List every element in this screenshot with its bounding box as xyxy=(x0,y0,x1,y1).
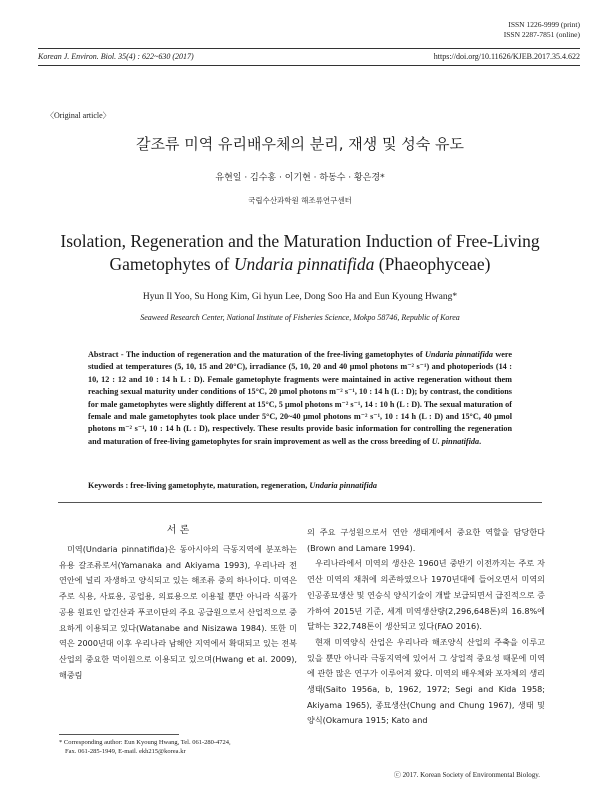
keywords: Keywords : free-living gametophyte, maturation, regeneration, Undaria pinnatifida xyxy=(88,481,377,490)
section-heading-intro: 서 론 xyxy=(166,525,190,536)
running-header xyxy=(38,48,580,66)
article-type: 〈Original article〉 xyxy=(46,111,111,120)
english-title: Isolation, Regeneration and the Maturation Induction of Free-Living Gametophytes of Undaria pinnatifida (Phaeophyceae) xyxy=(60,231,540,274)
divider xyxy=(58,502,542,503)
english-affiliation: Seaweed Research Center, National Institute of Fisheries Science, Mokpo 58746, Republic of Korea xyxy=(140,313,460,322)
issn-print: ISSN 1226-9999 (print) xyxy=(508,20,580,29)
korean-title: 갈조류 미역 유리배우체의 분리, 재생 및 성숙 유도 xyxy=(136,135,464,153)
issn-online: ISSN 2287-7851 (online) xyxy=(503,30,580,39)
abstract: Abstract - The induction of regeneration and the maturation of the free-living gametophytes of Undaria pinnatifida were studied at temperatures (5, 10, 15 and 20°C), irradiance (5, 10, 20 and 40 μmol photons m⁻² s⁻¹) and photoperiods (14 : 10, 12 : 12 and 10 : 14 h L : D). Female gametophyte fragments were maintained in active regeneration without them reaching sexual maturity under conditions of 15°C, 20 μmol photons m⁻² s⁻¹, 10 : 14 h (L : D); by contrast, the conditions for male gametophytes were slightly different at 15°C, 5 μmol photons m⁻² s⁻¹, 14 : 10 h (L : D). The sexual maturation of female and male gametophytes took place under 5°C, 20~40 μmol photons m⁻² s⁻¹, 10 : 14 h (L : D) and 15°C, 40 μmol photons m⁻² s⁻¹, 10 : 14 h (L : D), respectively. These results provide basic information for controlling the regeneration and maturation of free-living gametophytes for srain improvement as well as the cross breeding of U. pinnatifida. xyxy=(88,350,512,446)
footnote-rule xyxy=(59,734,179,735)
issn-block xyxy=(504,20,580,40)
doi-link[interactable]: https://doi.org/10.11626/KJEB.2017.35.4.622 xyxy=(433,52,580,61)
intro-column-right: 의 주요 구성원으로서 연안 생태계에서 중요한 역할을 담당한다(Brown and Lamare 1994). 우리나라에서 미역의 생산은 1960년 중반기 이전까지는 주로 자연산 미역의 채취에 의존하였으나 1970년대에 들어오면서 미역의 인공종묘생산 및 연승식 양식기술이 개발 보급되면서 급진적으로 증가하여 2015년 기준, 세계 미역생산량(2,296,648톤)의 16.8%에 달하는 322,748톤이 생산되고 있다(FAO 2016). 현재 미역양식 산업은 우리나라 해조양식 산업의 주축을 이루고 있을 뿐만 아니라 극동지역에 있어서 그 상업적 중요성 때문에 미역에 관한 많은 연구가 이루어져 왔다. 미역의 배우체와 포자체의 생리생태(Saito 1956a, b, 1962, 1972; Segi and Kida 1958; Akiyama 1965), 종묘생산(Chung and Chung 1967), 생태 및 양식(Okamura 1915; Kato and xyxy=(307,527,545,726)
english-authors: Hyun Il Yoo, Su Hong Kim, Gi hyun Lee, Dong Soo Ha and Eun Kyoung Hwang* xyxy=(142,292,458,302)
copyright: ⓒ 2017. Korean Society of Environmental Biology. xyxy=(393,771,540,779)
korean-authors: 유현일 · 김수홍 · 이기현 · 하동수 · 황은경* xyxy=(215,173,385,183)
intro-column-left: 미역(Undaria pinnatifida)은 동아시아의 극동지역에 분포하는 유용 갈조류로서(Yamanaka and Akiyama 1993), 우리나라 전 연안에 널리 자생하고 양식되고 있는 해조류 중의 하나이다. 미역은 주로 식용, 사료용, 공업용, 의료용으로 이용될 뿐만 아니라 식품가공용 원료인 알긴산과 푸코이단의 주요 공급원으로서 산업적으로 중요하게 이용되고 있다(Watanabe and Nisizawa 1984). 또한 미역은 2000년대 이후 우리나라 남해안 지역에서 확대되고 있는 전복 산업의 중요한 먹이원으로 이용되고 있으며(Hwang et al. 2009), 해중림 xyxy=(59,544,297,680)
corresponding-author-footnote: * Corresponding author: Eun Kyoung Hwang, Tel. 061-280-4724, Fax. 061-285-1949, E-mail. ekh215@korea.kr xyxy=(59,739,231,755)
korean-affiliation: 국립수산과학원 해조류연구센터 xyxy=(248,196,352,205)
abstract-label: Abstract xyxy=(88,350,119,359)
journal-reference: Korean J. Environ. Biol. 35(4) : 622~630 (2017) xyxy=(38,52,194,61)
